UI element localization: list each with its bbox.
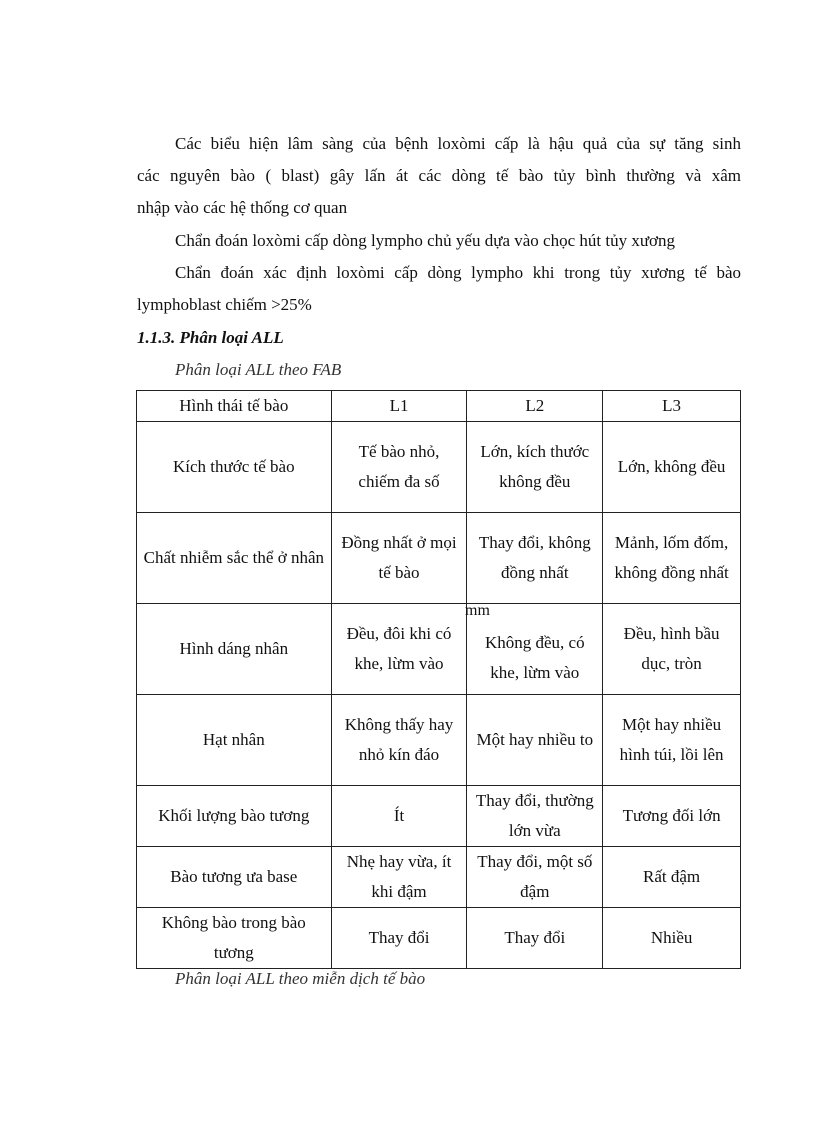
- table-row: [137, 695, 741, 786]
- table-cell: Lớn, không đều: [603, 422, 741, 513]
- table-cell: Một hay nhiều hình túi, lồi lên: [603, 695, 741, 786]
- table-cell: Nhiều: [603, 908, 741, 969]
- paragraph-line: lymphoblast chiếm >25%: [137, 295, 312, 314]
- table-cell: Khối lượng bào tương: [137, 786, 332, 847]
- table-cell: Hình dáng nhân: [137, 604, 332, 695]
- table-row: [137, 604, 741, 695]
- table-row: [137, 786, 741, 847]
- table-cell: Thay đổi, một số đậm: [467, 847, 603, 908]
- table-cell: Đồng nhất ở mọi tế bào: [331, 513, 467, 604]
- table-cell: Ít: [331, 786, 467, 847]
- header-cell: L2: [467, 391, 603, 422]
- paragraph-line: nhập vào các hệ thống cơ quan: [137, 198, 348, 217]
- paragraph-line: Chẩn đoán xác định loxòmi cấp dòng lympho khi trong tủy xương tế bào: [175, 263, 741, 282]
- stray-text-fragment: mm: [465, 602, 490, 619]
- footer-caption: Phân loại ALL theo miễn dịch tế bào: [175, 969, 426, 988]
- table-cell: Tương đối lớn: [603, 786, 741, 847]
- table-cell: Hạt nhân: [137, 695, 332, 786]
- table-cell: Mảnh, lốm đốm, không đồng nhất: [603, 513, 741, 604]
- table-cell: Thay đổi, không đồng nhất: [467, 513, 603, 604]
- table-cell: Không bào trong bào tương: [137, 908, 332, 969]
- table-cell: Kích thước tế bào: [137, 422, 332, 513]
- table-cell: Đều, hình bầu dục, tròn: [603, 604, 741, 695]
- paragraph: Chẩn đoán loxòmi cấp dòng lympho chủ yếu dựa vào chọc hút tủy xương: [175, 231, 676, 250]
- table-cell: Không đều, có khe, lừm vào: [467, 604, 603, 695]
- paragraph-line: các nguyên bào ( blast) gây lấn át các dòng tế bào tủy bình thường và xâm: [137, 166, 741, 185]
- table-cell: Thay đổi: [331, 908, 467, 969]
- header-cell: Hình thái tế bào: [137, 391, 332, 422]
- table-cell: Lớn, kích thước không đều: [467, 422, 603, 513]
- header-cell: L1: [331, 391, 467, 422]
- table-cell: Thay đổi: [467, 908, 603, 969]
- table-row: [137, 908, 741, 969]
- table-cell: Thay đổi, thường lớn vừa: [467, 786, 603, 847]
- table-cell: Chất nhiễm sắc thể ở nhân: [137, 513, 332, 604]
- table-cell: Bào tương ưa base: [137, 847, 332, 908]
- table-cell: Tế bào nhỏ, chiếm đa số: [331, 422, 467, 513]
- table-row: [137, 513, 741, 604]
- table-cell: Một hay nhiều to: [467, 695, 603, 786]
- table-cell: Đều, đôi khi có khe, lừm vào: [331, 604, 467, 695]
- table-caption: Phân loại ALL theo FAB: [175, 360, 342, 379]
- table-cell: Nhẹ hay vừa, ít khi đậm: [331, 847, 467, 908]
- header-cell: L3: [603, 391, 741, 422]
- table-cell: Rất đậm: [603, 847, 741, 908]
- table-header-row: [137, 391, 741, 422]
- table-row: [137, 422, 741, 513]
- fab-classification-table: [136, 390, 741, 969]
- table-row: [137, 847, 741, 908]
- table-cell: Không thấy hay nhỏ kín đáo: [331, 695, 467, 786]
- section-heading: 1.1.3. Phân loại ALL: [137, 328, 284, 347]
- paragraph-line: Các biểu hiện lâm sàng của bệnh loxòmi cấp là hậu quả của sự tăng sinh: [175, 134, 741, 153]
